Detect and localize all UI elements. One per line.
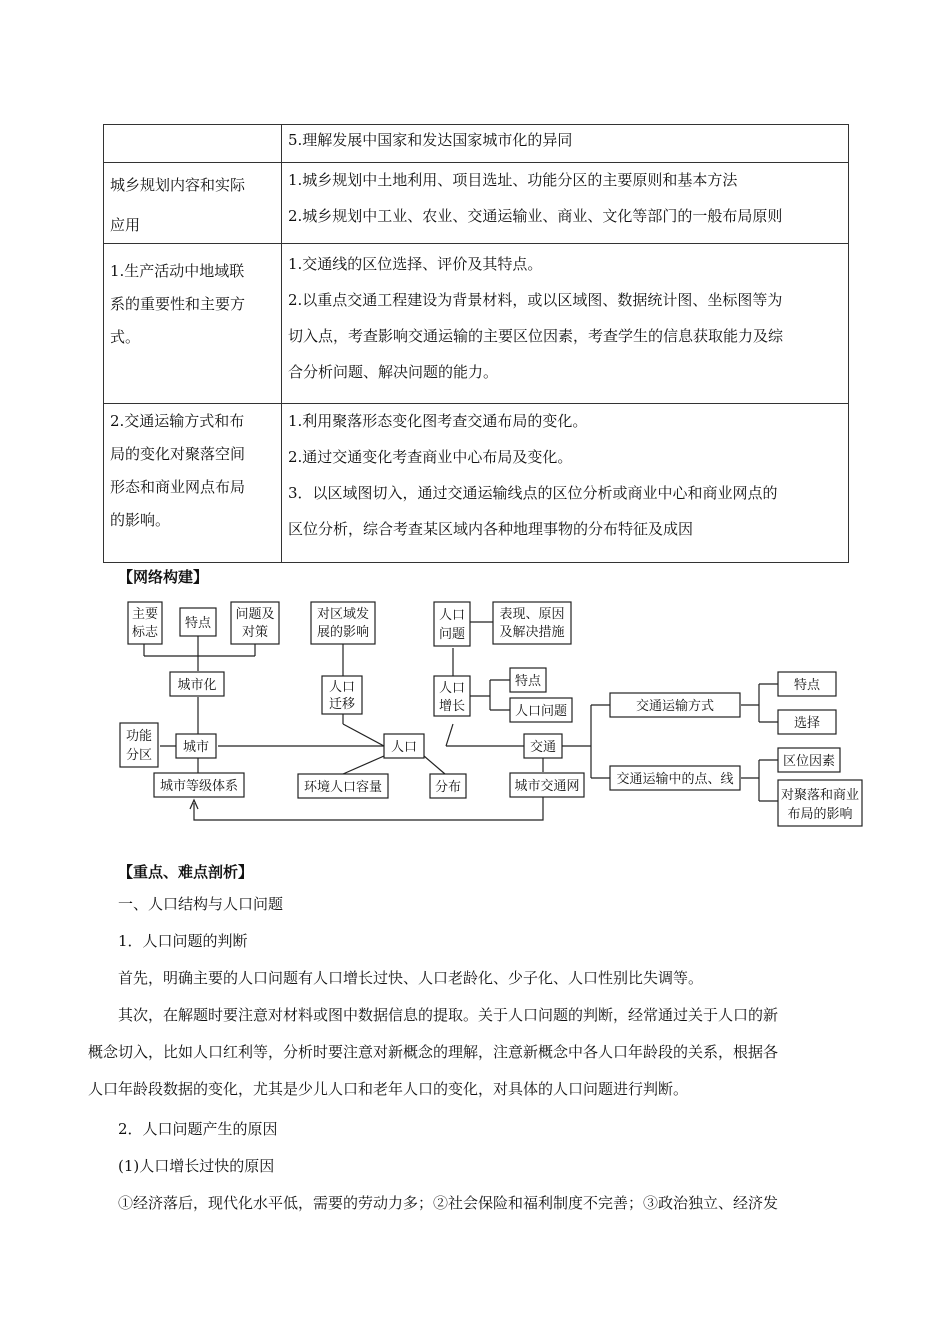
svg-text:及解决措施: 及解决措施	[499, 625, 565, 640]
svg-text:城市: 城市	[182, 740, 210, 755]
table-cell-topic: 城乡规划内容和实际 应用	[104, 163, 282, 244]
svg-text:问题及: 问题及	[235, 607, 275, 622]
paragraph-2-line-1: 其次，在解题时要注意对材料或图中数据信息的提取。关于人口问题的判断，经常通过关于人口的新	[118, 1006, 779, 1024]
table-cell-detail: 5.理解发展中国家和发达国家城市化的异同	[282, 125, 849, 163]
table-cell-topic: 1.生产活动中地域联 系的重要性和主要方 式。	[104, 244, 282, 404]
svg-text:城市等级体系: 城市等级体系	[159, 779, 239, 794]
svg-text:交通运输中的点、线: 交通运输中的点、线	[616, 772, 734, 787]
svg-text:主要: 主要	[131, 607, 159, 622]
svg-text:人口: 人口	[390, 740, 418, 755]
paragraph-3: ①经济落后，现代化水平低，需要的劳动力多；②社会保险和福利制度不完善；③政治独立、经济发	[118, 1194, 779, 1212]
svg-text:分布: 分布	[434, 780, 462, 795]
svg-text:布局的影响: 布局的影响	[787, 807, 853, 822]
svg-text:展的影响: 展的影响	[316, 625, 370, 640]
heading-4: (1)人口增长过快的原因	[118, 1157, 275, 1175]
svg-text:交通: 交通	[529, 740, 557, 755]
heading-1: 一、人口结构与人口问题	[118, 895, 284, 913]
svg-text:城市交通网: 城市交通网	[514, 779, 580, 794]
svg-text:人口: 人口	[328, 680, 356, 695]
svg-text:对区域发: 对区域发	[316, 607, 370, 622]
svg-text:功能: 功能	[125, 729, 153, 744]
paragraph-2-line-2: 概念切入，比如人口红利等，分析时要注意对新概念的理解，注意新概念中各人口年龄段的关系，根据各	[88, 1043, 779, 1061]
focus-heading: 【重点、难点剖析】	[118, 863, 254, 881]
svg-text:特点: 特点	[793, 678, 821, 693]
svg-text:特点: 特点	[514, 674, 542, 689]
svg-text:选择: 选择	[793, 716, 821, 731]
svg-text:城市化: 城市化	[177, 678, 217, 693]
svg-text:标志: 标志	[131, 625, 159, 640]
network-diagram	[118, 596, 868, 836]
svg-text:对聚落和商业: 对聚落和商业	[780, 788, 860, 803]
svg-text:迁移: 迁移	[328, 697, 356, 712]
svg-text:区位因素: 区位因素	[782, 754, 836, 769]
svg-text:问题: 问题	[438, 627, 466, 642]
paragraph-2-line-3: 人口年龄段数据的变化，尤其是少儿人口和老年人口的变化，对具体的人口问题进行判断。	[88, 1080, 689, 1098]
svg-text:对策: 对策	[241, 625, 269, 640]
paragraph-1: 首先，明确主要的人口问题有人口增长过快、人口老龄化、少子化、人口性别比失调等。	[118, 969, 704, 987]
table-cell-topic	[104, 125, 282, 163]
svg-text:环境人口容量: 环境人口容量	[303, 780, 383, 795]
table-row	[104, 404, 849, 563]
heading-3: 2．人口问题产生的原因	[118, 1120, 278, 1138]
svg-text:增长: 增长	[438, 699, 466, 714]
heading-2: 1．人口问题的判断	[118, 932, 248, 950]
table-cell-detail: 1.城乡规划中土地利用、项目选址、功能分区的主要原则和基本方法 2.城乡规划中工业、农业、交通运输业、商业、文化等部门的一般布局原则	[282, 163, 849, 244]
table-cell-detail: 1.利用聚落形态变化图考查交通布局的变化。 2.通过交通变化考查商业中心布局及变化。 3．以区域图切入，通过交通运输线点的区位分析或商业中心和商业网点的 区位分析，综合考查某区域内各种地理事物的分布特征及成因	[282, 404, 849, 563]
svg-text:人口: 人口	[438, 681, 466, 696]
svg-text:表现、原因: 表现、原因	[499, 607, 565, 622]
svg-text:特点: 特点	[184, 616, 212, 631]
table-cell-detail: 1.交通线的区位选择、评价及其特点。 2.以重点交通工程建设为背景材料，或以区域图、数据统计图、坐标图等为 切入点，考查影响交通运输的主要区位因素，考查学生的信息获取能力及综 合分析问题、解决问题的能力。	[282, 244, 849, 404]
requirements-table	[103, 124, 849, 563]
table-row	[104, 163, 849, 244]
table-row	[104, 125, 849, 163]
svg-text:交通运输方式: 交通运输方式	[635, 699, 715, 714]
network-heading: 【网络构建】	[118, 568, 209, 586]
svg-text:人口问题: 人口问题	[514, 704, 568, 719]
table-cell-topic: 2.交通运输方式和布 局的变化对聚落空间 形态和商业网点布局 的影响。	[104, 404, 282, 563]
table-row	[104, 244, 849, 404]
svg-text:分区: 分区	[125, 748, 153, 763]
svg-text:人口: 人口	[438, 608, 466, 623]
